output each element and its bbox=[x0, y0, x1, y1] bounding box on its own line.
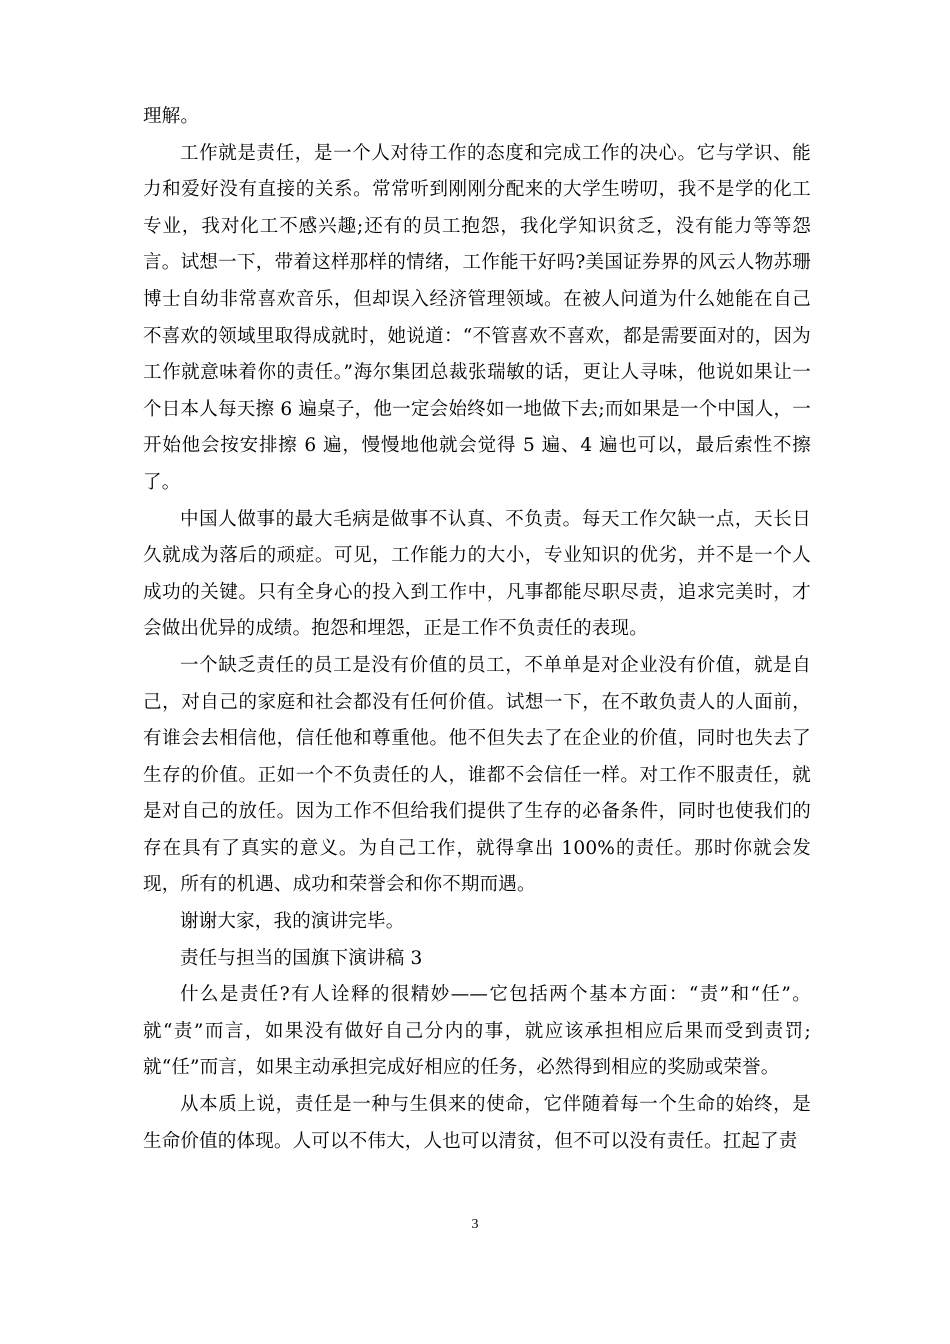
paragraph-closing-thanks: 谢谢大家，我的演讲完毕。 bbox=[180, 911, 405, 933]
paragraph-what-is-responsibility: 什么是责任?有人诠释的很精妙——它包括两个基本方面：“责”和“任”。就“责”而言，如果没有做好自己分内的事，就应该承担相应后果而受到责罚;就“任”而言，如果主动承担完成好相应的任务，必然得到相应的奖励或荣誉。 bbox=[143, 984, 811, 1079]
section-heading: 责任与担当的国旗下演讲稿 3 bbox=[180, 947, 423, 969]
paragraph-employee-value: 一个缺乏责任的员工是没有价值的员工，不单单是对企业没有价值，就是自己，对自己的家庭和社会都没有任何价值。试想一下，在不敢负责人的人面前，有谁会去相信他，信任他和尊重他。他不但失去了在企业的价值，同时也失去了生存的价值。正如一个不负责任的人，谁都不会信任一样。对工作不服责任，就是对自己的放任。因为工作不但给我们提供了生存的必备条件，同时也使我们的存在具有了真实的意义。为自己工作，就得拿出 100%的责任。那时你就会发现，所有的机遇、成功和荣誉会和你不期而遇。 bbox=[143, 654, 811, 896]
paragraph-chinese-work-habits: 中国人做事的最大毛病是做事不认真、不负责。每天工作欠缺一点，天长日久就成为落后的顽症。可见，工作能力的大小，专业知识的优劣，并不是一个人成功的关键。只有全身心的投入到工作中，凡事都能尽职尽责，追求完美时，才会做出优异的成绩。抱怨和埋怨，正是工作不负责任的表现。 bbox=[143, 508, 811, 640]
page-number: 3 bbox=[471, 1217, 479, 1232]
paragraph-essence-of-responsibility: 从本质上说，责任是一种与生俱来的使命，它伴随着每一个生命的始终，是生命价值的体现。人可以不伟大，人也可以清贫，但不可以没有责任。扛起了责 bbox=[143, 1094, 811, 1152]
paragraph-continuation: 理解。 bbox=[143, 106, 200, 127]
paragraph-work-is-responsibility: 工作就是责任，是一个人对待工作的态度和完成工作的决心。它与学识、能力和爱好没有直接的关系。常常听到刚刚分配来的大学生唠叨，我不是学的化工专业，我对化工不感兴趣;还有的员工抱怨，我化学知识贫乏，没有能力等等怨言。试想一下，带着这样那样的情绪，工作能干好吗?美国证券界的风云人物苏珊博士自幼非常喜欢音乐，但却误入经济管理领域。在被人问道为什么她能在自己不喜欢的领域里取得成就时，她说道：“不管喜欢不喜欢，都是需要面对的，因为工作就意味着你的责任。”海尔集团总裁张瑞敏的话，更让人寻味，他说如果让一个日本人每天擦 6 遍桌子，他一定会始终如一地做下去;而如果是一个中国人，一开始他会按安排擦 6 遍，慢慢地他就会觉得 5 遍、4 遍也可以，最后索性不擦了。 bbox=[143, 142, 811, 493]
document-body bbox=[143, 99, 811, 1160]
